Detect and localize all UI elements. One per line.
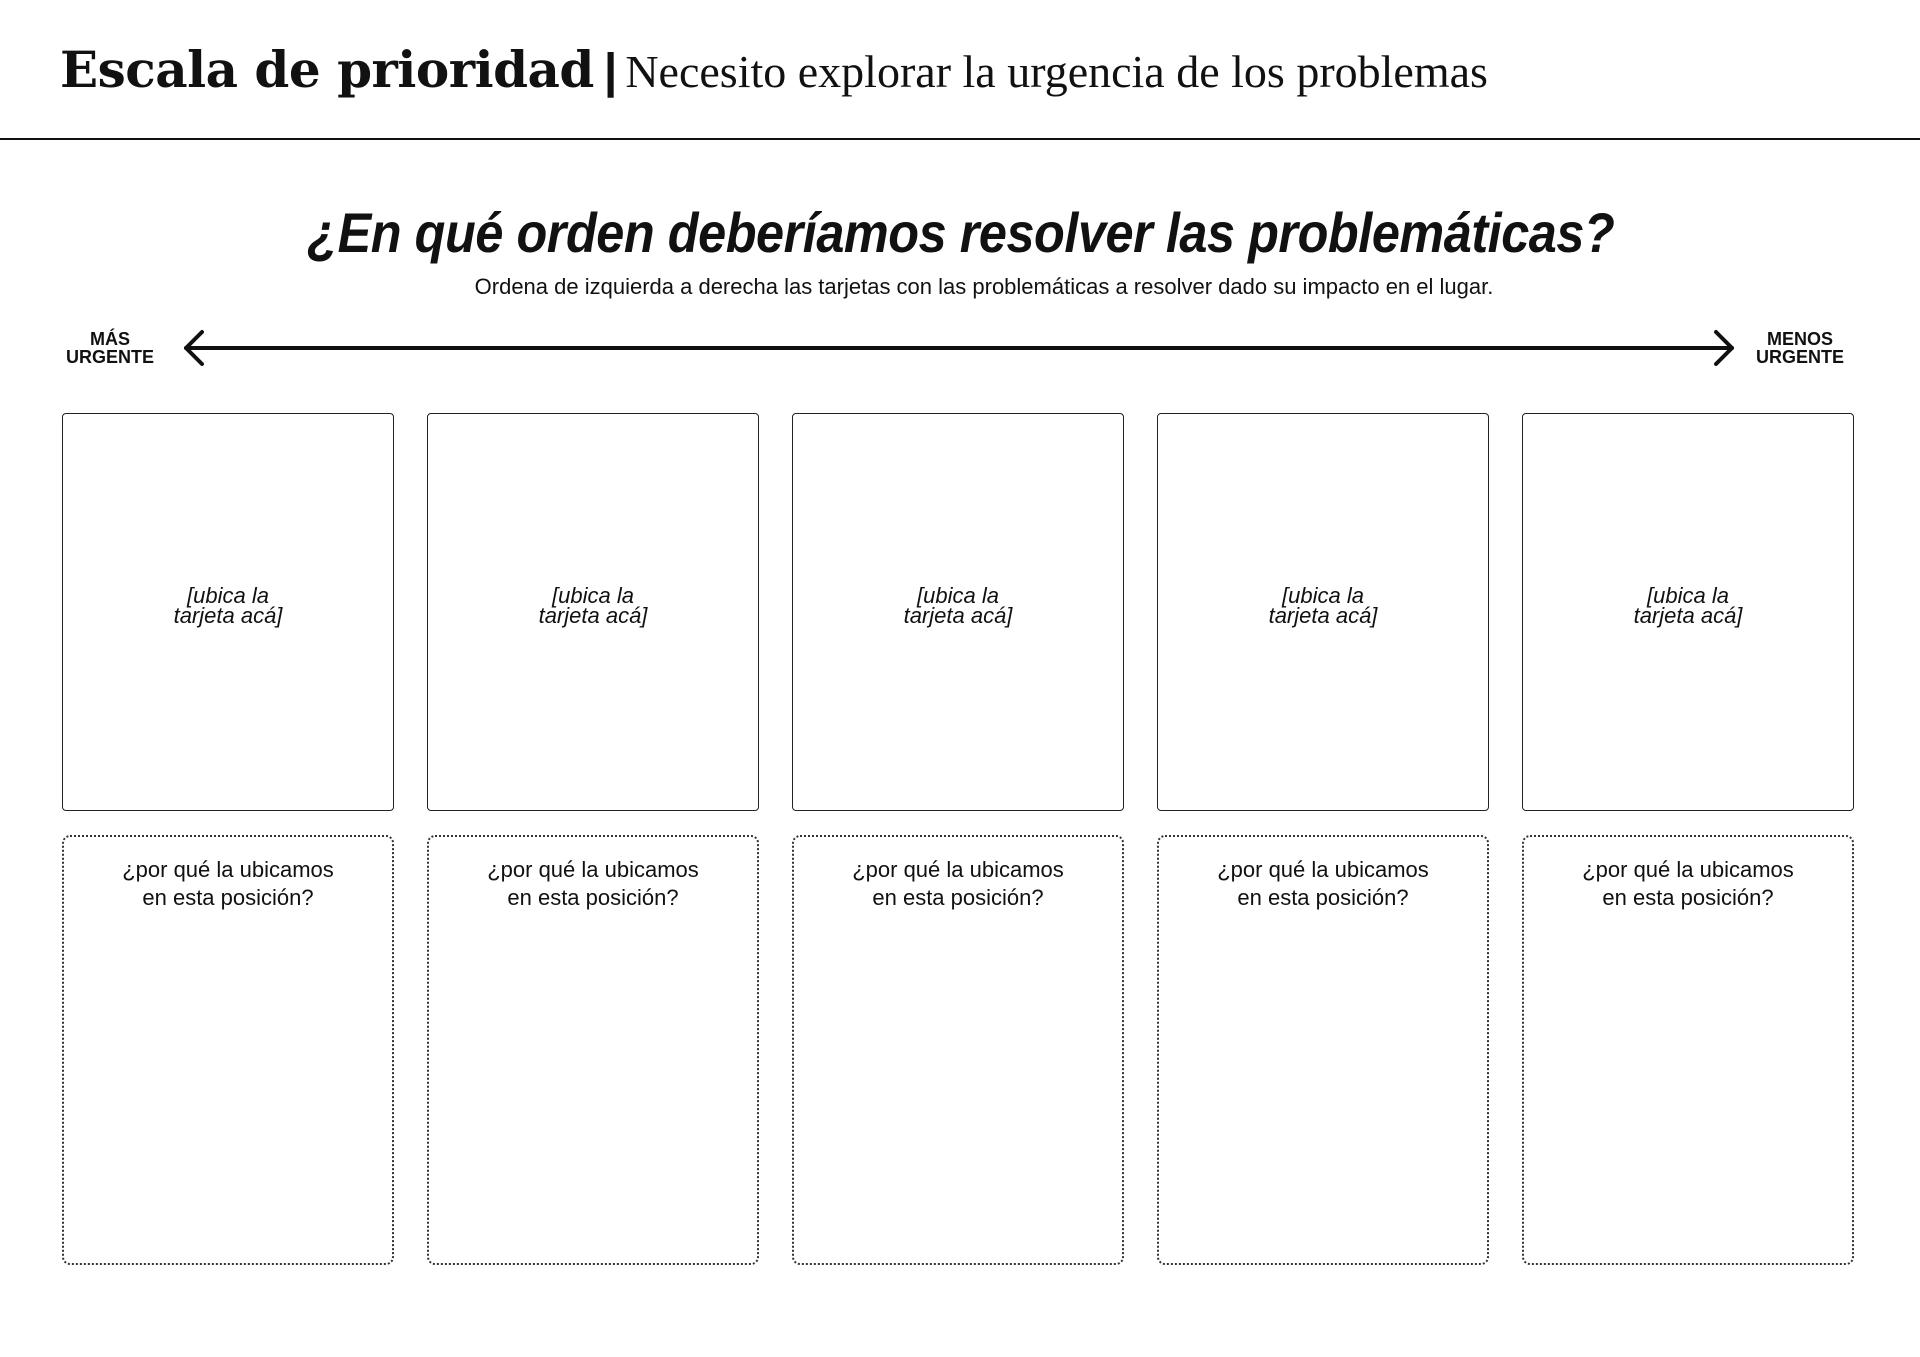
reason-prompt: ¿por qué la ubicamos en esta posición? bbox=[1582, 857, 1794, 910]
reason-prompt: ¿por qué la ubicamos en esta posición? bbox=[122, 857, 334, 910]
page-subtitle: Necesito explorar la urgencia de los problemas bbox=[625, 46, 1488, 97]
instruction-text: Ordena de izquierda a derecha las tarjetas con las problemáticas a resolver dado su impacto en el lugar. bbox=[474, 274, 1494, 299]
card-slot-4[interactable] bbox=[1157, 413, 1489, 811]
card-slot-placeholder: [ubica la tarjeta acá] bbox=[538, 583, 648, 628]
header-line bbox=[60, 40, 1488, 99]
card-slot-5[interactable] bbox=[1522, 413, 1854, 811]
reason-prompt: ¿por qué la ubicamos en esta posición? bbox=[1217, 857, 1429, 910]
most-urgent-label bbox=[50, 330, 170, 366]
card-slot-placeholder: [ubica la tarjeta acá] bbox=[1633, 583, 1743, 628]
title-separator: | bbox=[603, 45, 618, 98]
card-slot-3[interactable] bbox=[792, 413, 1124, 811]
page-title: Escala de prioridad bbox=[60, 40, 594, 99]
least-urgent-label-line-1: MENOS bbox=[1766, 329, 1833, 349]
most-urgent-label-line-2: URGENTE bbox=[65, 347, 154, 367]
reason-prompt: ¿por qué la ubicamos en esta posición? bbox=[487, 857, 699, 910]
card-slot-2[interactable] bbox=[427, 413, 759, 811]
reason-box-2[interactable] bbox=[427, 835, 759, 1265]
reason-box-5[interactable] bbox=[1522, 835, 1854, 1265]
card-slot-1[interactable] bbox=[62, 413, 394, 811]
reason-box-4[interactable] bbox=[1157, 835, 1489, 1265]
double-arrow-icon bbox=[178, 326, 1740, 370]
card-slot-placeholder: [ubica la tarjeta acá] bbox=[173, 583, 283, 628]
reason-prompt: ¿por qué la ubicamos en esta posición? bbox=[852, 857, 1064, 910]
reason-box-1[interactable] bbox=[62, 835, 394, 1265]
main-question: ¿En qué orden deberíamos resolver las problemáticas? bbox=[307, 201, 1615, 264]
card-slot-placeholder: [ubica la tarjeta acá] bbox=[903, 583, 1013, 628]
least-urgent-label bbox=[1740, 330, 1860, 366]
card-slot-placeholder: [ubica la tarjeta acá] bbox=[1268, 583, 1378, 628]
page-header bbox=[0, 0, 1920, 140]
least-urgent-label-line-2: URGENTE bbox=[1755, 347, 1844, 367]
most-urgent-label-line-1: MÁS bbox=[90, 329, 130, 349]
reason-box-3[interactable] bbox=[792, 835, 1124, 1265]
